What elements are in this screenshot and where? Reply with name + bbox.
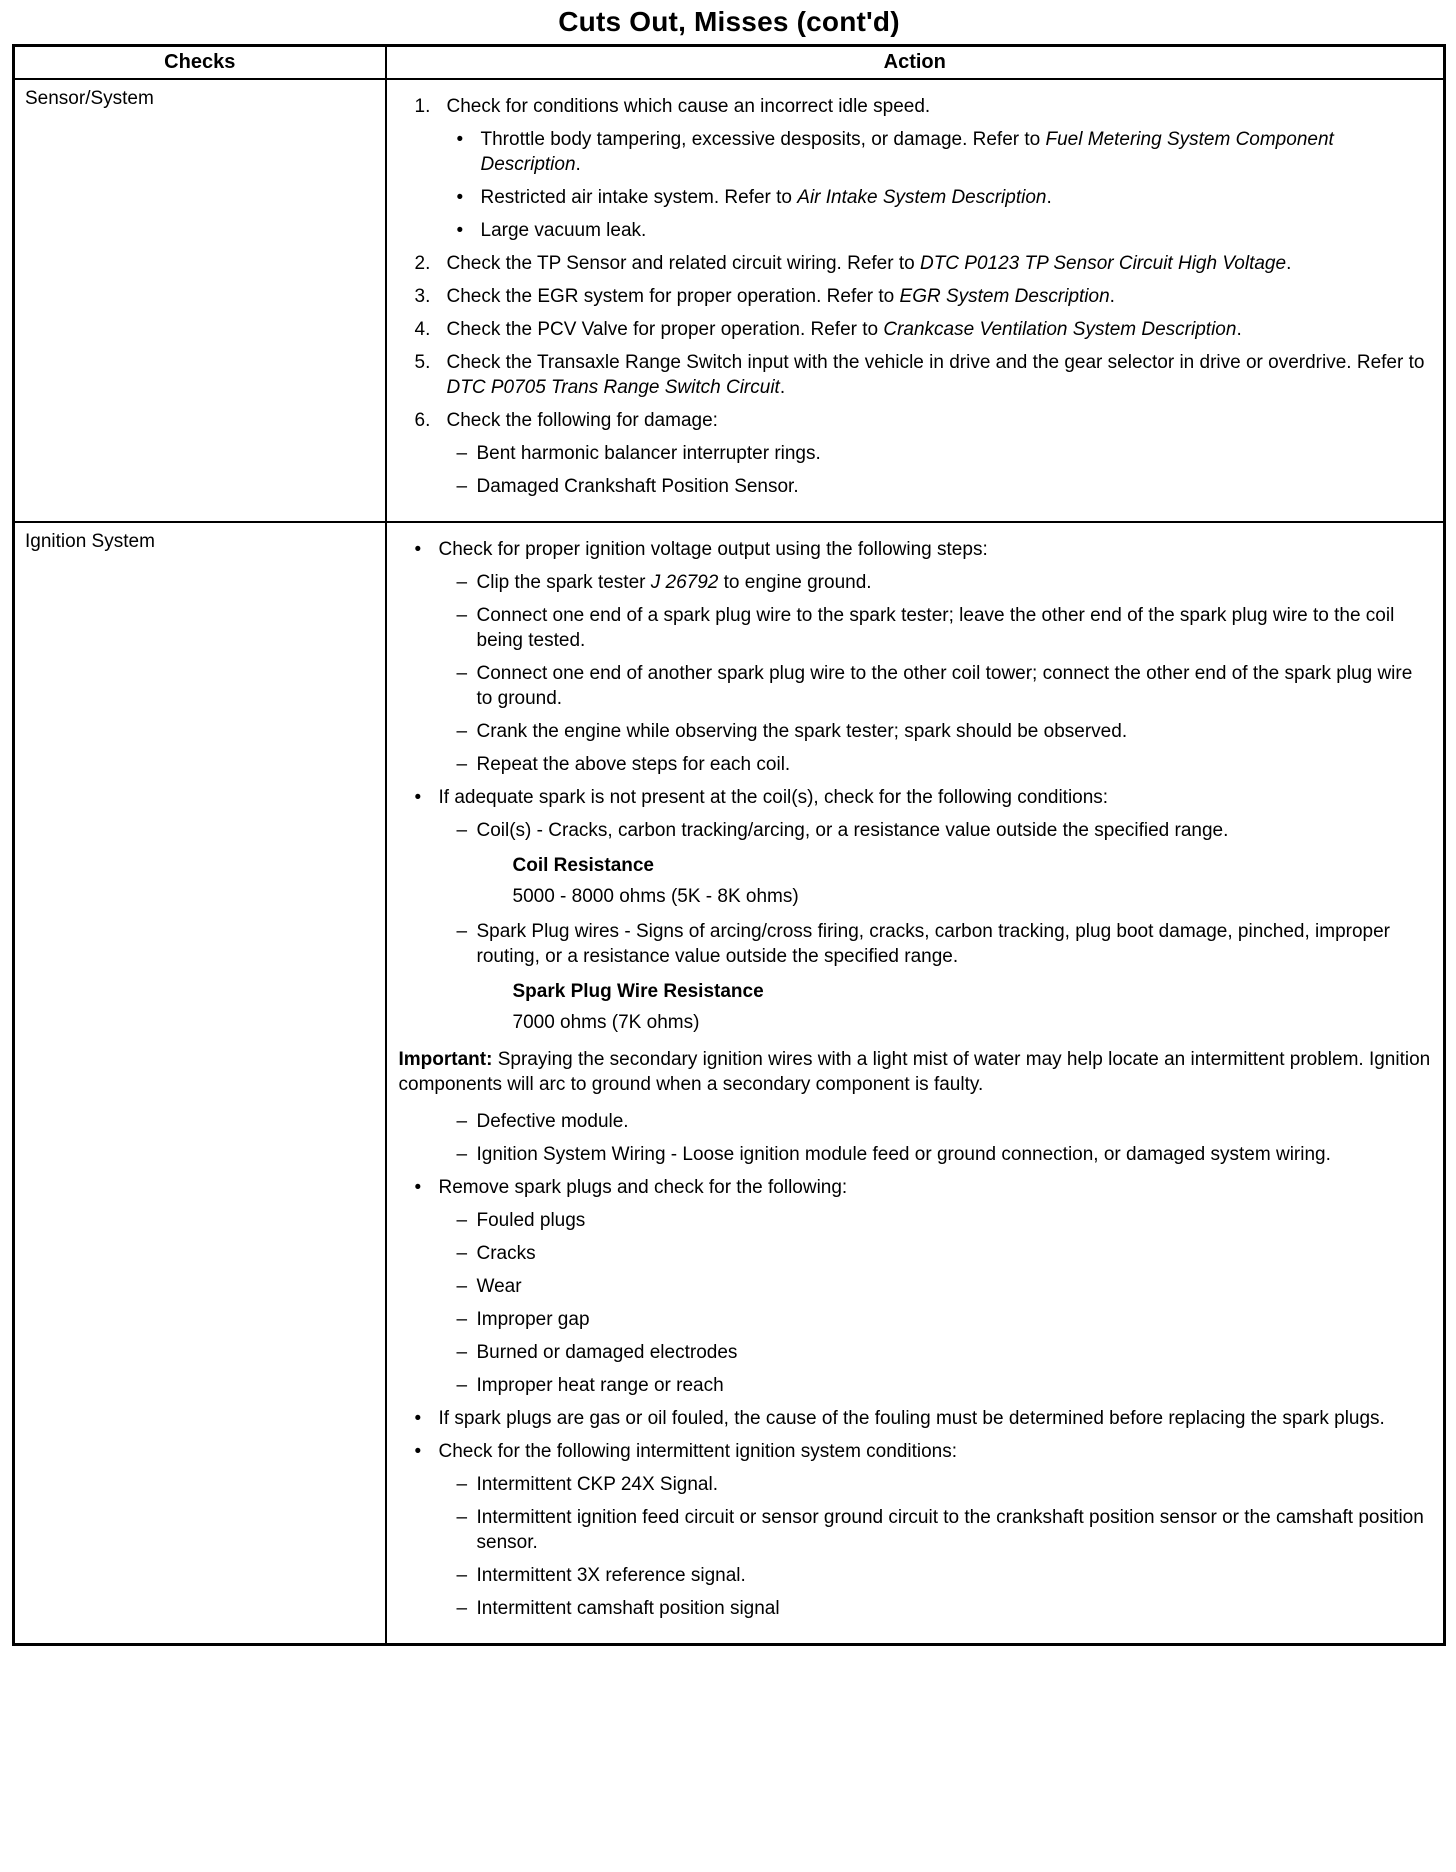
dash-marker: –: [456, 1276, 468, 1297]
bullet-marker: •: [456, 220, 464, 241]
action-text: 5000 - 8000 ohms (5K - 8K ohms): [512, 886, 799, 907]
action-text: Restricted air intake system. Refer to Air Intake System Description.: [480, 187, 1052, 208]
number-marker: 6.: [414, 410, 431, 431]
bullet-marker: •: [414, 1177, 422, 1198]
action-text: Fouled plugs: [476, 1210, 586, 1231]
action-item-dash: [397, 1274, 1432, 1299]
action-text: Check the following for damage:: [446, 410, 718, 431]
action-item-dash: [397, 1340, 1432, 1365]
action-item-bullet: [397, 1406, 1432, 1431]
dash-marker: –: [456, 476, 468, 497]
action-text: Coil(s) - Cracks, carbon tracking/arcing, or a resistance value outside the specified range.: [476, 820, 1229, 841]
action-text: 7000 ohms (7K ohms): [512, 1012, 700, 1033]
action-text: Remove spark plugs and check for the following:: [438, 1177, 848, 1198]
dash-marker: –: [456, 605, 468, 626]
action-text: Clip the spark tester J 26792 to engine ground.: [476, 572, 872, 593]
dash-marker: –: [456, 1598, 468, 1619]
dash-marker: –: [456, 1375, 468, 1396]
check-label: Ignition System: [14, 522, 386, 1645]
action-text: Intermittent camshaft position signal: [476, 1598, 780, 1619]
action-cell: [386, 522, 1445, 1645]
action-text: Intermittent ignition feed circuit or sensor ground circuit to the crankshaft position sensor or the camshaft position sensor.: [476, 1507, 1424, 1553]
action-item-dash: [397, 719, 1432, 744]
number-marker: 5.: [414, 352, 431, 373]
action-text: Spark Plug wires - Signs of arcing/cross firing, cracks, carbon tracking, plug boot damage, pinched, improper routing, or a resistance value outside the specified range.: [476, 921, 1390, 967]
dash-marker: –: [456, 1474, 468, 1495]
action-cell: [386, 79, 1445, 522]
action-item-dash: [397, 1505, 1432, 1555]
action-item-heading: [397, 979, 1432, 1004]
dash-marker: –: [456, 443, 468, 464]
action-text: Check the PCV Valve for proper operation. Refer to Crankcase Ventilation System Description.: [446, 319, 1242, 340]
bullet-marker: •: [456, 129, 464, 150]
dash-marker: –: [456, 1342, 468, 1363]
dash-marker: –: [456, 1507, 468, 1528]
dash-marker: –: [456, 663, 468, 684]
action-item-dash: [397, 603, 1432, 653]
bullet-marker: •: [414, 539, 422, 560]
action-item-para: [397, 1047, 1432, 1097]
action-text: Connect one end of a spark plug wire to the spark tester; leave the other end of the spark plug wire to the coil being tested.: [476, 605, 1395, 651]
action-item-bullet: [397, 785, 1432, 810]
dash-marker: –: [456, 820, 468, 841]
table-body: [14, 79, 1445, 1645]
action-text: Connect one end of another spark plug wire to the other coil tower; connect the other end of the spark plug wire to ground.: [476, 663, 1413, 709]
dash-marker: –: [456, 1565, 468, 1586]
action-text: Wear: [476, 1276, 522, 1297]
action-text: Check the TP Sensor and related circuit wiring. Refer to DTC P0123 TP Sensor Circuit High Voltage.: [446, 253, 1292, 274]
dash-marker: –: [456, 921, 468, 942]
action-item-bullet: [397, 537, 1432, 562]
action-text: Check for proper ignition voltage output using the following steps:: [438, 539, 988, 560]
action-text: Damaged Crankshaft Position Sensor.: [476, 476, 799, 497]
action-item-num: [397, 284, 1432, 309]
action-item-num: [397, 94, 1432, 119]
action-item-bullet: [397, 185, 1432, 210]
dash-marker: –: [456, 1111, 468, 1132]
action-text: Coil Resistance: [512, 855, 654, 876]
action-item-value: [397, 1010, 1432, 1035]
action-text: Check the Transaxle Range Switch input with the vehicle in drive and the gear selector in drive or overdrive. Refer to DTC P0705 Trans Range Switch Circuit.: [446, 352, 1425, 398]
dash-marker: –: [456, 1243, 468, 1264]
dash-marker: –: [456, 1210, 468, 1231]
action-text: Repeat the above steps for each coil.: [476, 754, 791, 775]
action-item-dash: [397, 570, 1432, 595]
action-item-dash: [397, 1472, 1432, 1497]
dash-marker: –: [456, 1309, 468, 1330]
action-text: Throttle body tampering, excessive desposits, or damage. Refer to Fuel Metering System Component Description.: [480, 129, 1334, 175]
bullet-marker: •: [414, 787, 422, 808]
action-item-dash: [397, 1307, 1432, 1332]
action-item-num: [397, 251, 1432, 276]
bullet-marker: •: [414, 1408, 422, 1429]
action-item-dash: [397, 474, 1432, 499]
action-text: Check for conditions which cause an incorrect idle speed.: [446, 96, 931, 117]
number-marker: 3.: [414, 286, 431, 307]
action-item-dash: [397, 919, 1432, 969]
action-item-heading: [397, 853, 1432, 878]
column-header-action: Action: [386, 46, 1445, 80]
action-item-dash: [397, 1596, 1432, 1621]
action-item-num: [397, 350, 1432, 400]
column-header-checks: Checks: [14, 46, 386, 80]
page-title: Cuts Out, Misses (cont'd): [558, 6, 900, 37]
action-item-dash: [397, 1241, 1432, 1266]
action-text: Intermittent 3X reference signal.: [476, 1565, 746, 1586]
action-item-dash: [397, 441, 1432, 466]
action-item-bullet: [397, 218, 1432, 243]
action-item-dash: [397, 1142, 1432, 1167]
header-row: [14, 46, 1445, 80]
action-item-bullet: [397, 1439, 1432, 1464]
action-text: Defective module.: [476, 1111, 629, 1132]
action-item-dash: [397, 661, 1432, 711]
bullet-marker: •: [456, 187, 464, 208]
action-item-dash: [397, 1563, 1432, 1588]
dash-marker: –: [456, 1144, 468, 1165]
action-item-value: [397, 884, 1432, 909]
action-text: Bent harmonic balancer interrupter rings.: [476, 443, 821, 464]
action-text: Check the EGR system for proper operation. Refer to EGR System Description.: [446, 286, 1115, 307]
action-item-dash: [397, 1109, 1432, 1134]
action-item-num: [397, 408, 1432, 433]
action-text: Crank the engine while observing the spark tester; spark should be observed.: [476, 721, 1128, 742]
action-text: Check for the following intermittent ignition system conditions:: [438, 1441, 958, 1462]
action-item-dash: [397, 818, 1432, 843]
action-text: Cracks: [476, 1243, 536, 1264]
check-label: Sensor/System: [14, 79, 386, 522]
dash-marker: –: [456, 721, 468, 742]
action-text: If spark plugs are gas or oil fouled, the cause of the fouling must be determined before replacing the spark plugs.: [438, 1408, 1385, 1429]
action-item-dash: [397, 1373, 1432, 1398]
number-marker: 2.: [414, 253, 431, 274]
action-text: Improper heat range or reach: [476, 1375, 724, 1396]
bullet-marker: •: [414, 1441, 422, 1462]
number-marker: 4.: [414, 319, 431, 340]
action-item-bullet: [397, 1175, 1432, 1200]
action-item-dash: [397, 1208, 1432, 1233]
action-text: Burned or damaged electrodes: [476, 1342, 738, 1363]
action-text: Intermittent CKP 24X Signal.: [476, 1474, 718, 1495]
table-row: [14, 522, 1445, 1645]
table-row: [14, 79, 1445, 522]
troubleshooting-table: [12, 44, 1446, 1646]
action-text: Ignition System Wiring - Loose ignition module feed or ground connection, or damaged system wiring.: [476, 1144, 1331, 1165]
dash-marker: –: [456, 572, 468, 593]
dash-marker: –: [456, 754, 468, 775]
action-text: If adequate spark is not present at the coil(s), check for the following conditions:: [438, 787, 1109, 808]
table-head: [14, 46, 1445, 80]
action-item-bullet: [397, 127, 1432, 177]
action-item-num: [397, 317, 1432, 342]
action-item-dash: [397, 752, 1432, 777]
action-text: Large vacuum leak.: [480, 220, 647, 241]
action-text: Improper gap: [476, 1309, 590, 1330]
action-text: Important: Spraying the secondary ignition wires with a light mist of water may help locate an intermittent problem. Ignition components will arc to ground when a secondary component is faulty.: [398, 1049, 1431, 1095]
number-marker: 1.: [414, 96, 431, 117]
action-text: Spark Plug Wire Resistance: [512, 981, 764, 1002]
